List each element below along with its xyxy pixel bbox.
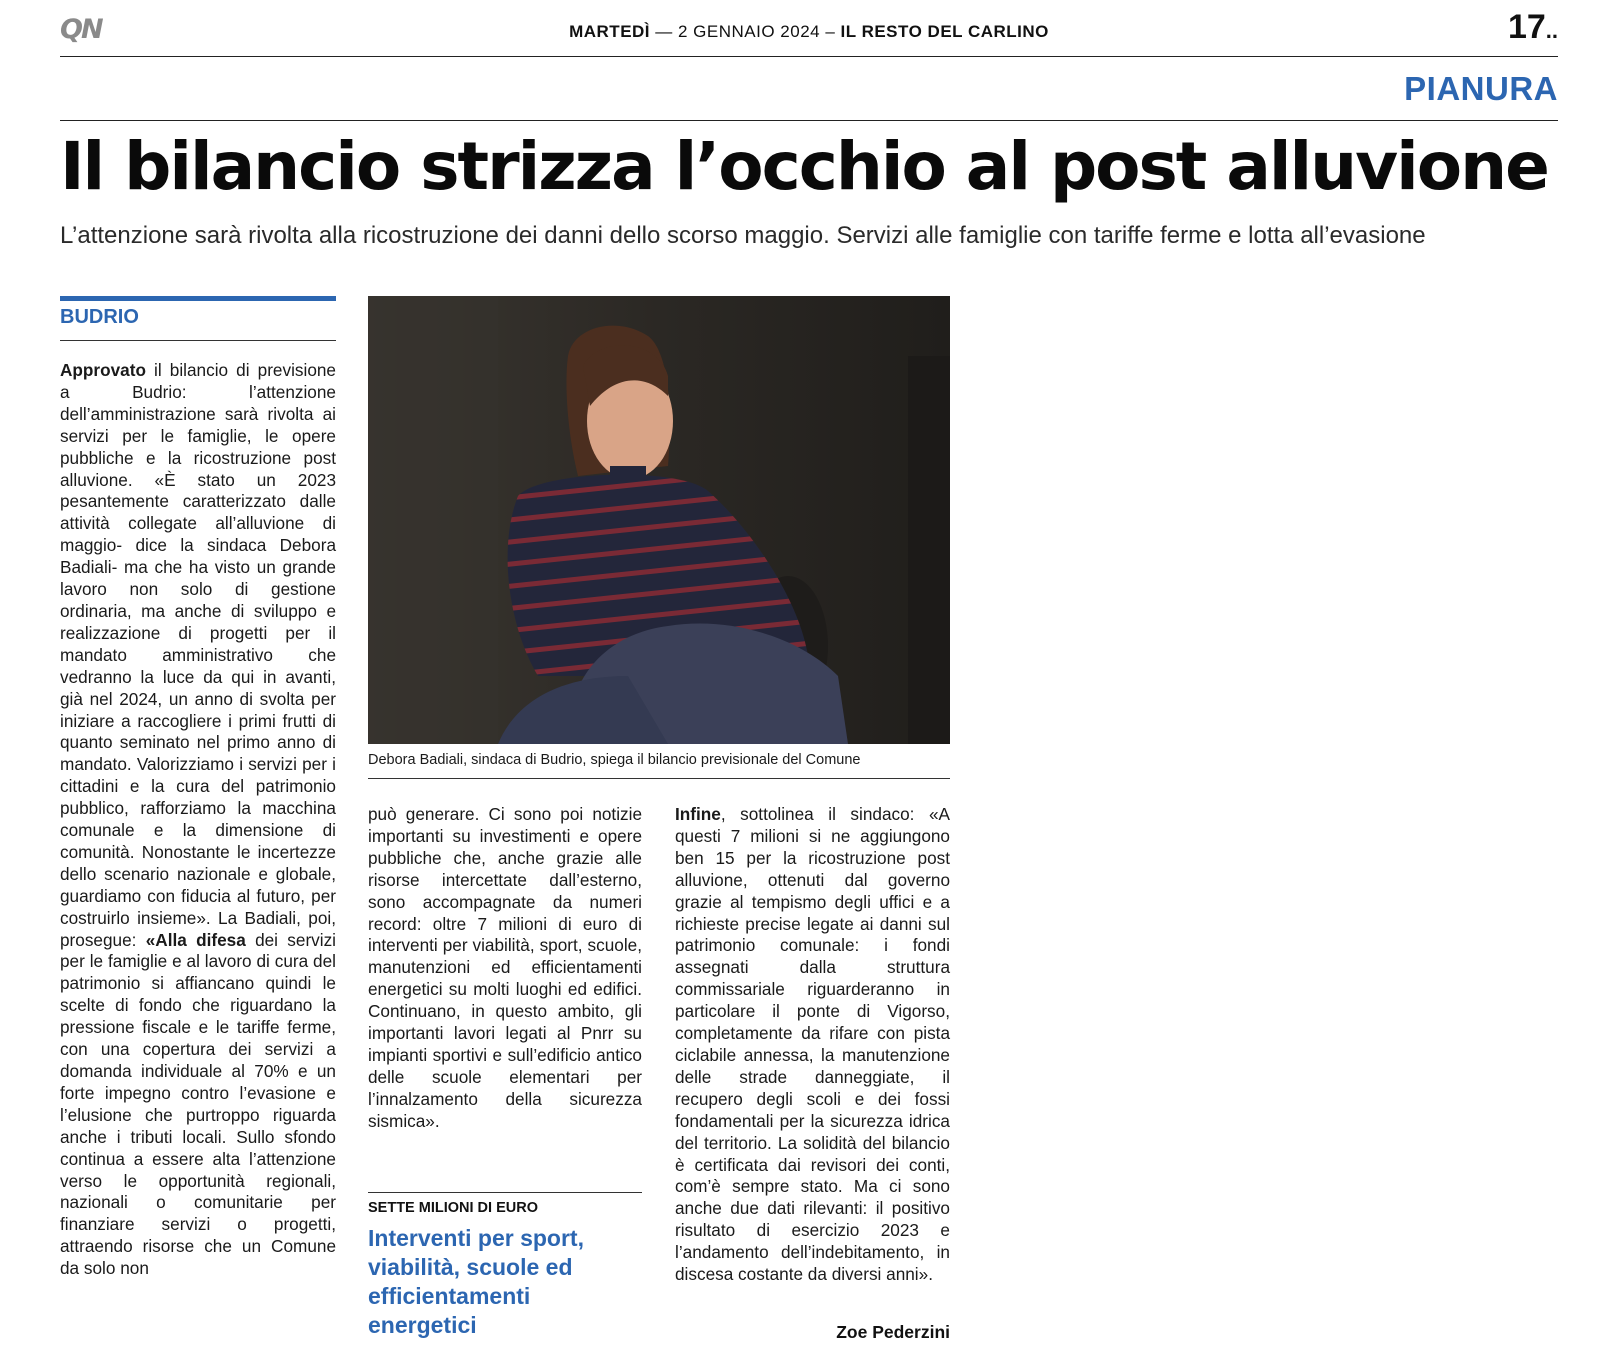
dateline-date: — 2 GENNAIO 2024 – [655, 22, 836, 41]
header-rule [60, 56, 1558, 57]
article-column-3: Infine, sottolinea il sindaco: «A questi 7 milioni si ne aggiungono ben 15 per la ricostruzione post alluvione, ottenuti dal governo grazie al tempismo degli uffici e a richieste precise legate ai danni sul patrimonio comunale: i fondi assegnati dalla struttura commissariale riguarderanno in particolare il ponte di Vigorso, completamente da rifare con pista ciclabile annessa, la manutenzione delle strade danneggiate, il recupero degli scoli e dei fossi fondamentali per la sicurezza idrica del territorio. La solidità del bilancio è certificata dai revisori dei conti, com’è sempre stato. Ma ci sono anche due dati rilevanti: il positivo risultato di esercizio 2023 e l’andamento dell’indebitamento, in discesa costante da diversi anni». [675, 804, 950, 1285]
lead-word-3: Infine [675, 804, 721, 824]
photo-woman-seated [368, 296, 950, 744]
lead-word: Approvato [60, 360, 146, 380]
dateline-newspaper: IL RESTO DEL CARLINO [840, 22, 1049, 41]
newspaper-logo: QN [60, 14, 102, 45]
box-title: Interventi per sport, viabilità, scuole ed efficientamenti energetici [368, 1225, 584, 1338]
byline: Zoe Pederzini [836, 1322, 950, 1342]
caption-rule [368, 778, 950, 779]
location-bar [60, 296, 336, 301]
subheadline: L’attenzione sarà rivolta alla ricostruzione dei danni dello scorso maggio. Servizi alle famiglie con tariffe ferme e lotta all’evasione [60, 222, 1426, 249]
page-number: 17.. [1507, 8, 1558, 46]
article-column-2: può generare. Ci sono poi notizie importanti su investimenti e opere pubbliche che, anche grazie alle risorse intercettate dall’esterno, sono accompagnate da numeri record: oltre 7 milioni di euro di interventi per viabilità, sport, scuole, manutenzioni ed efficientamenti energetici su molti luoghi ed edifici. Continuano, in questo ambito, gli importanti lavori legati al Pnrr su impianti sportivi e sull’edificio antico delle scuole elementari per l’innalzamento della sicurezza sismica». [368, 804, 642, 1131]
photo-caption: Debora Badiali, sindaca di Budrio, spiega il bilancio previsionale del Comune [368, 752, 861, 768]
headline: Il bilancio strizza l’occhio al post alluvione [60, 128, 1548, 205]
section-rule [60, 120, 1558, 121]
section-label: PIANURA [1404, 70, 1558, 107]
location-rule [60, 340, 336, 341]
box-kicker: SETTE MILIONI DI EURO [368, 1200, 538, 1216]
location-label: BUDRIO [60, 306, 139, 328]
article-photo [368, 296, 950, 744]
dateline [60, 22, 1558, 42]
article-column-1: Approvato il bilancio di previsione a Budrio: l’attenzione dell’amministrazione sarà rivolta ai servizi per le famiglie, le opere pubbliche e la ricostruzione post alluvione. «È stato un 2023 pesantemente caratterizzato dalle attività collegate all’alluvione di maggio- dice la sindaca Debora Badiali- ma che ha visto un grande lavoro non solo di gestione ordinaria, ma anche di sviluppo e realizzazione di progetti per il mandato amministrativo che vedranno la luce da qui in avanti, già nel 2024, un anno di svolta per iniziare a raccogliere i primi frutti di quanto seminato nel primo anno di mandato. Valorizziamo i servizi per i cittadini e la cura del patrimonio pubblico, rafforziamo la macchina comunale e la dimensione di comunità. Nonostante le incertezze dello scenario nazionale e globale, guardiamo con fiducia al futuro, per costruirlo insieme». La Badiali, poi, prosegue: «Alla difesa dei servizi per le famiglie e al lavoro di cura del patrimonio si affiancano quindi le scelte di fondo che riguardano la pressione fiscale e le tariffe ferme, con una copertura dei servizi a domanda individuale al 70% e un forte impegno contro l’evasione e l’elusione che purtroppo riguarda anche i tributi locali. Sullo sfondo continua a essere alta l’attenzione verso le opportunità regionali, nazionali o comunitarie per finanziare servizi o progetti, attraendo risorse che un Comune da solo non [60, 360, 336, 1279]
dateline-day: MARTEDÌ [569, 22, 651, 41]
box-rule [368, 1192, 642, 1193]
lead-word-2: «Alla difesa [145, 929, 246, 950]
